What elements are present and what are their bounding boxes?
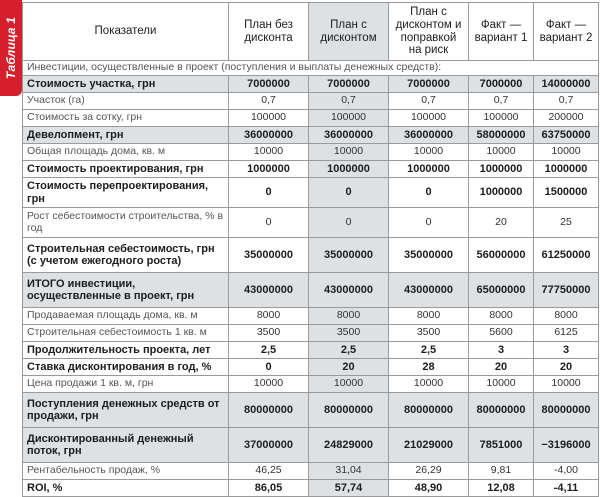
cell-value: 0 [389,178,469,208]
cell-value: 1000000 [469,161,534,178]
table-row [23,178,599,208]
cell-value: 46,25 [229,463,309,480]
cell-value: 43000000 [229,273,309,308]
cell-value: 0,7 [309,93,389,110]
table-row [23,144,599,161]
row-label: Строительная себестоимость 1 кв. м [23,325,229,342]
cell-value: 5600 [469,325,534,342]
row-label: Стоимость за сотку, грн [23,110,229,127]
cell-value: 100000 [389,110,469,127]
cell-value: 80000000 [534,393,599,428]
row-label: Продолжительность проекта, лет [23,342,229,359]
table-row [23,359,599,376]
cell-value: 65000000 [469,273,534,308]
cell-value: 56000000 [469,238,534,273]
header-plan-discount: План с дисконтом [309,3,389,61]
cell-value: 10000 [534,376,599,393]
cell-value: 31,04 [309,463,389,480]
table-row [23,161,599,178]
table-row [23,76,599,93]
cell-value: 1000000 [229,161,309,178]
cell-value: 100000 [309,110,389,127]
cell-value: 35000000 [309,238,389,273]
cell-value: 0,7 [229,93,309,110]
cell-value: 100000 [229,110,309,127]
table-row [23,428,599,463]
row-label: Стоимость проектирования, грн [23,161,229,178]
cell-value: 24829000 [309,428,389,463]
cell-value: 0,7 [534,93,599,110]
table-row [23,325,599,342]
row-label: ИТОГО инвестиции, осуществленные в проект, грн [23,273,229,308]
cell-value: 8000 [469,308,534,325]
header-row [23,3,599,61]
row-label: Общая площадь дома, кв. м [23,144,229,161]
cell-value: 58000000 [469,127,534,144]
cell-value: 80000000 [309,393,389,428]
cell-value: 10000 [229,144,309,161]
cell-value: 36000000 [309,127,389,144]
cell-value: -4,11 [534,480,599,497]
cell-value: 0 [309,178,389,208]
cell-value: 10000 [229,376,309,393]
cell-value: 7000000 [229,76,309,93]
cell-value: 57,74 [309,480,389,497]
cell-value: 80000000 [389,393,469,428]
cell-value: 0 [229,178,309,208]
cell-value: 9,81 [469,463,534,480]
row-label: Рентабельность продаж, % [23,463,229,480]
cell-value: 10000 [469,144,534,161]
row-label: Строительная себестоимость, грн (с учетом ежегодного роста) [23,238,229,273]
cell-value: 12,08 [469,480,534,497]
cell-value: 1000000 [534,161,599,178]
row-label: Продаваемая площадь дома, кв. м [23,308,229,325]
cell-value: 3500 [389,325,469,342]
row-label: Стоимость перепроектирования, грн [23,178,229,208]
cell-value: 10000 [309,376,389,393]
cell-value: 7000000 [309,76,389,93]
row-label: Дисконтированный денежный поток, грн [23,428,229,463]
table-row [23,238,599,273]
cell-value: 48,90 [389,480,469,497]
row-label: Рост себестоимости строительства, % в год [23,208,229,238]
table-row [23,342,599,359]
cell-value: 20 [309,359,389,376]
row-label: Участок (га) [23,93,229,110]
table-tag [0,0,22,96]
cell-value: −3196000 [534,428,599,463]
cell-value: 3500 [309,325,389,342]
cell-value: 1000000 [469,178,534,208]
table-row [23,208,599,238]
cell-value: 35000000 [389,238,469,273]
cell-value: 36000000 [229,127,309,144]
table-row [23,93,599,110]
cell-value: 10000 [389,376,469,393]
cell-value: 3 [534,342,599,359]
row-label: Поступления денежных средств от продажи, грн [23,393,229,428]
cell-value: 86,05 [229,480,309,497]
cell-value: 2,5 [389,342,469,359]
cell-value: 10000 [309,144,389,161]
cell-value: 36000000 [389,127,469,144]
row-label: Цена продажи 1 кв. м, грн [23,376,229,393]
cell-value: 1000000 [309,161,389,178]
cell-value: 28 [389,359,469,376]
cell-value: 8000 [389,308,469,325]
cell-value: 80000000 [229,393,309,428]
cell-value: 10000 [469,376,534,393]
cell-value: 6125 [534,325,599,342]
cell-value: 77750000 [534,273,599,308]
cell-value: 21029000 [389,428,469,463]
table-row [23,308,599,325]
row-label: ROI, % [23,480,229,497]
cell-value: 61250000 [534,238,599,273]
cell-value: 35000000 [229,238,309,273]
investment-table [22,2,599,497]
cell-value: 37000000 [229,428,309,463]
section-label: Инвестиции, осуществленные в проект (поступления и выплаты денежных средств): [23,61,599,76]
cell-value: 3 [469,342,534,359]
section-row [23,61,599,76]
header-fact-2: Факт — вариант 2 [534,3,599,61]
table-row [23,127,599,144]
cell-value: 2,5 [229,342,309,359]
cell-value: 7851000 [469,428,534,463]
cell-value: 43000000 [389,273,469,308]
table-row [23,376,599,393]
cell-value: 25 [534,208,599,238]
cell-value: 0 [229,208,309,238]
table-row [23,393,599,428]
cell-value: 20 [469,359,534,376]
cell-value: 10000 [534,144,599,161]
cell-value: 7000000 [469,76,534,93]
table-row [23,480,599,497]
table-row [23,273,599,308]
cell-value: 8000 [229,308,309,325]
cell-value: 14000000 [534,76,599,93]
header-plan-no-discount: План без дисконта [229,3,309,61]
cell-value: 0,7 [389,93,469,110]
row-label: Девелопмент, грн [23,127,229,144]
cell-value: 10000 [389,144,469,161]
cell-value: 0 [229,359,309,376]
row-label: Стоимость участка, грн [23,76,229,93]
cell-value: 63750000 [534,127,599,144]
table-tag-label: Таблица 1 [4,16,18,80]
cell-value: 8000 [309,308,389,325]
cell-value: 20 [534,359,599,376]
cell-value: 43000000 [309,273,389,308]
cell-value: 0 [309,208,389,238]
header-indicators: Показатели [23,3,229,61]
header-fact-1: Факт — вариант 1 [469,3,534,61]
cell-value: 0,7 [469,93,534,110]
cell-value: 1000000 [389,161,469,178]
cell-value: 100000 [469,110,534,127]
cell-value: 200000 [534,110,599,127]
cell-value: 7000000 [389,76,469,93]
cell-value: 8000 [534,308,599,325]
row-label: Ставка дисконтирования в год, % [23,359,229,376]
cell-value: -4,00 [534,463,599,480]
table-row [23,463,599,480]
table-row [23,110,599,127]
cell-value: 1500000 [534,178,599,208]
cell-value: 20 [469,208,534,238]
cell-value: 2,5 [309,342,389,359]
cell-value: 0 [389,208,469,238]
cell-value: 80000000 [469,393,534,428]
header-plan-risk: План с дисконтом и поправкой на риск [389,3,469,61]
cell-value: 3500 [229,325,309,342]
cell-value: 26,29 [389,463,469,480]
